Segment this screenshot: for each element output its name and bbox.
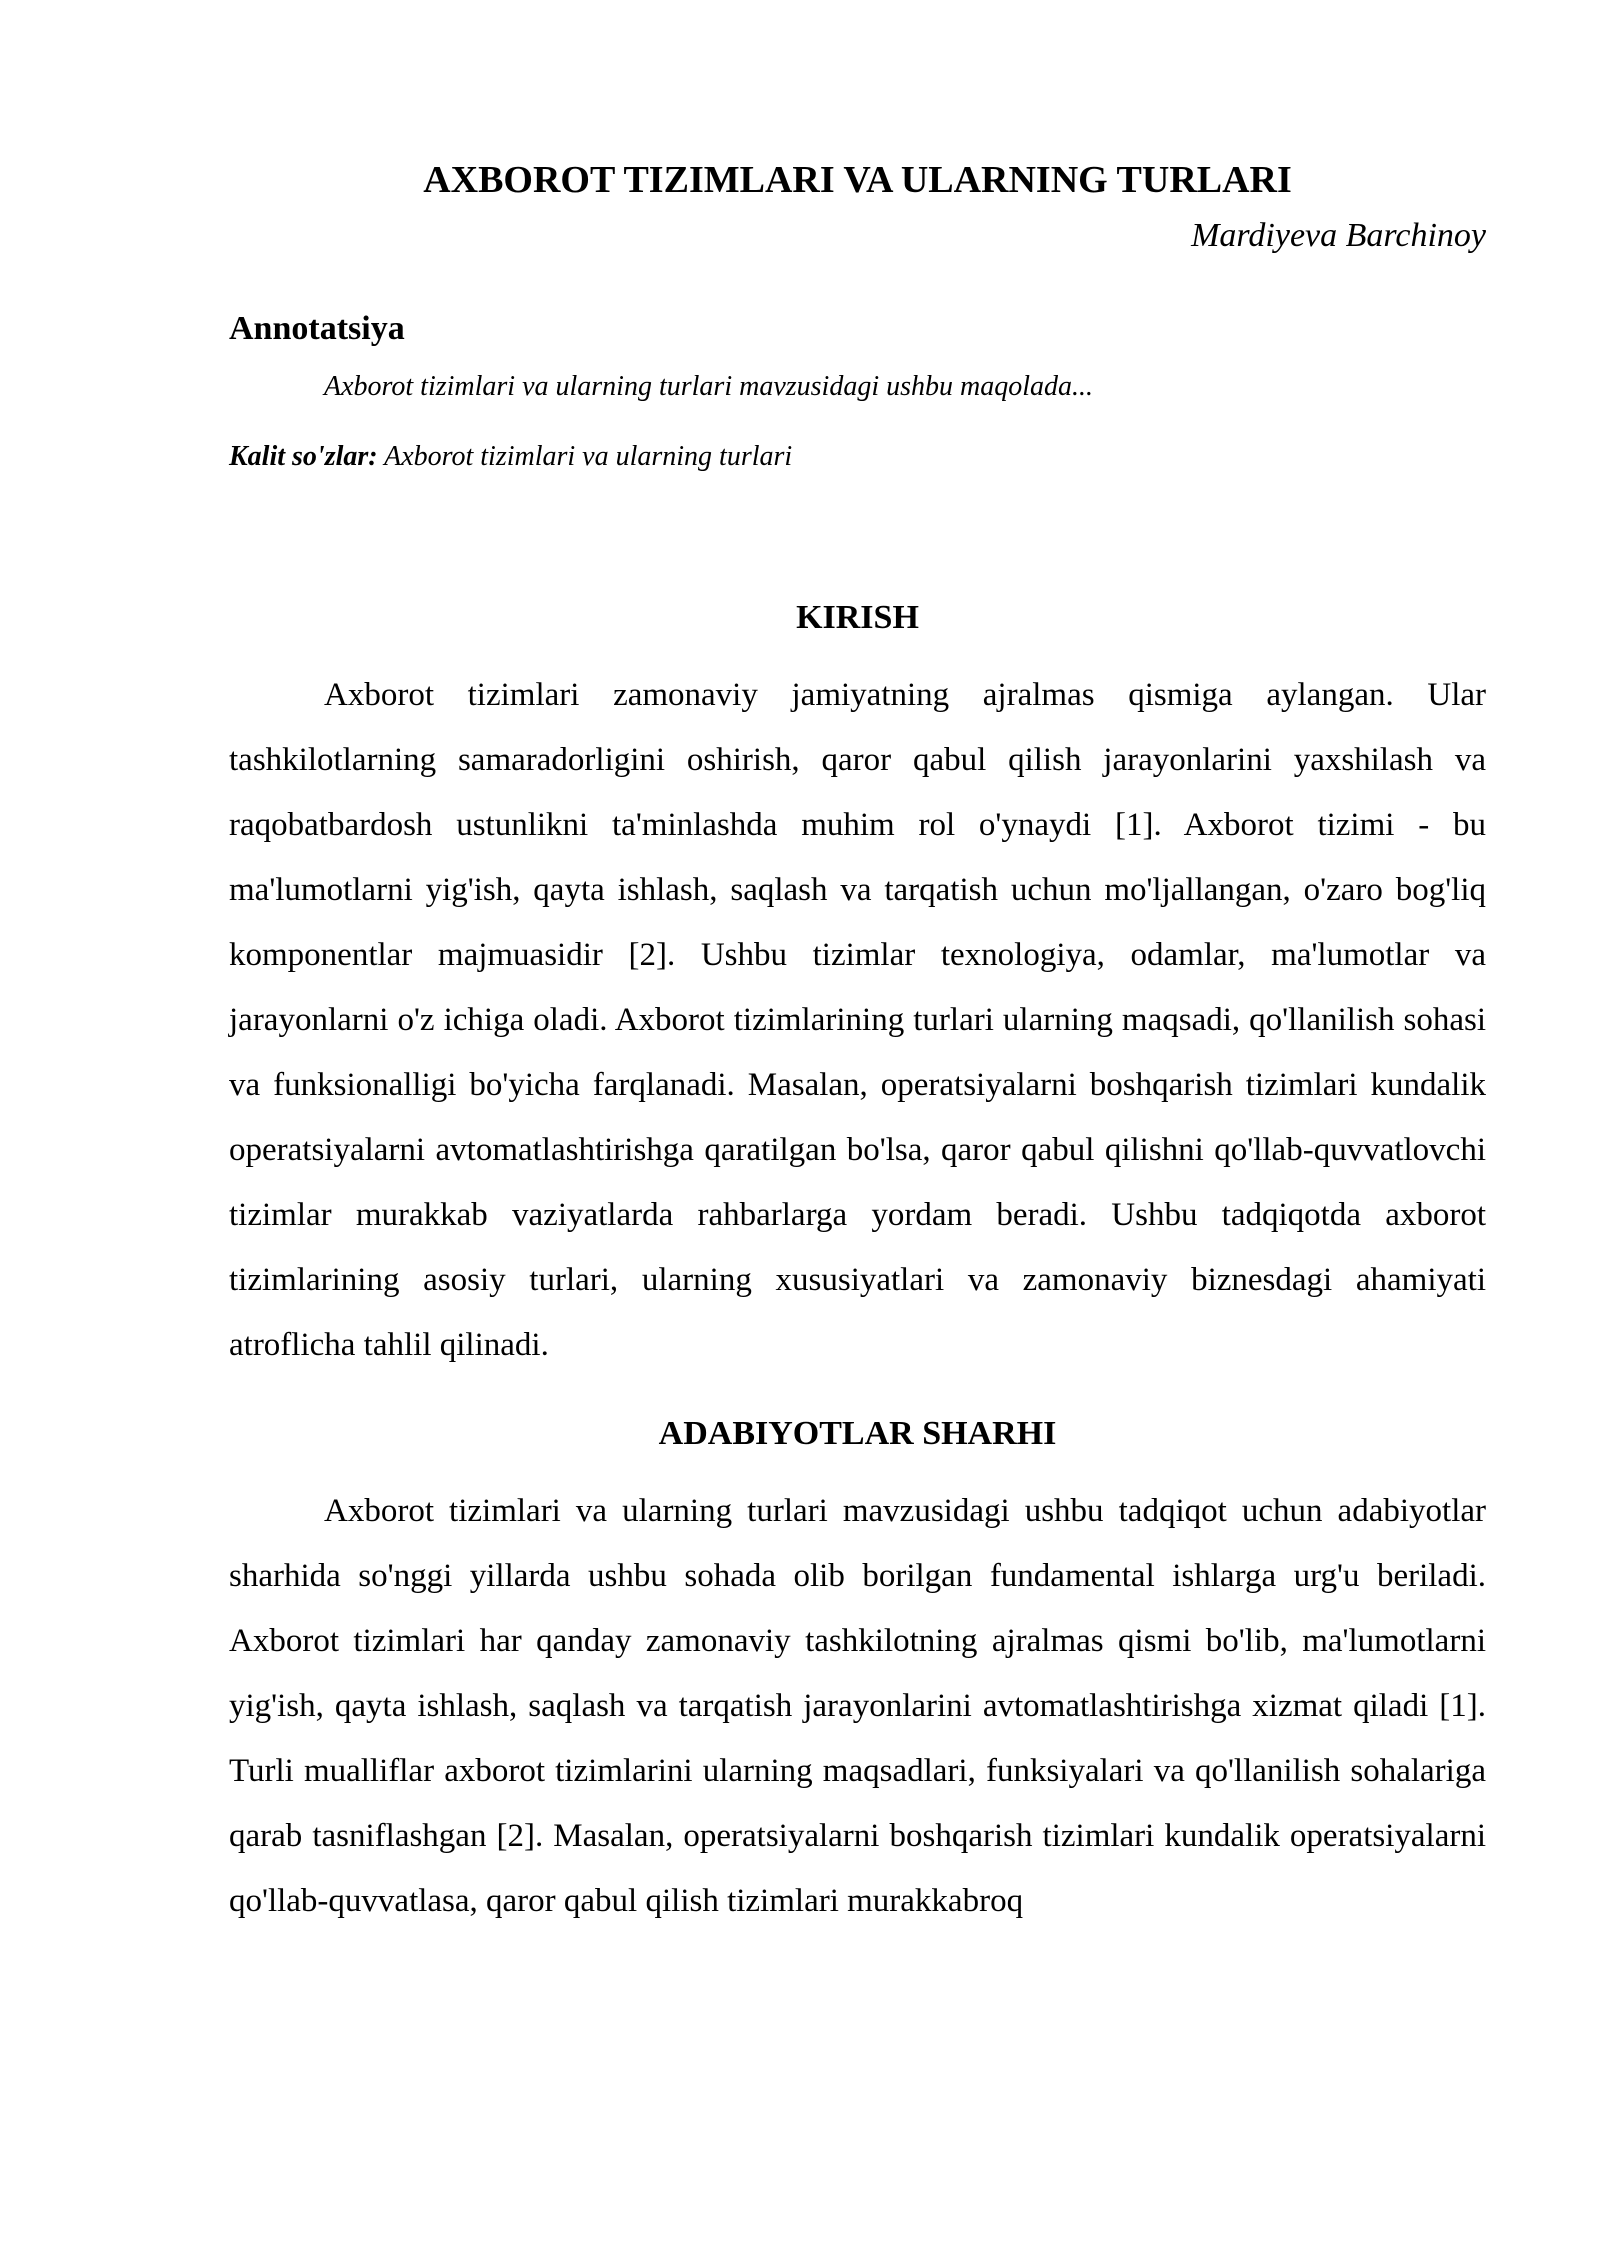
section-paragraph-adabiyotlar: Axborot tizimlari va ularning turlari mavzusidagi ushbu tadqiqot uchun adabiyotlar sharhida so'nggi yillarda ushbu sohada olib borilgan fundamental ishlarga urg'u beriladi. Axborot tizimlari har qanday zamonaviy tashkilotning ajralmas qismi bo'lib, ma'lumotlarni yig'ish, qayta ishlash, saqlash va tarqatish jarayonlarini avtomatlashtirishga xizmat qiladi [1]. Turli mualliflar axborot tizimlarini ularning maqsadlari, funksiyalari va qo'llanilish sohalariga qarab tasniflashgan [2]. Masalan, operatsiyalarni boshqarish tizimlari kundalik operatsiyalarni qo'llab-quvvatlasa, qaror qabul qilish tizimlari murakkabroq [229,1493,1486,1919]
keywords-label: Kalit so'zlar: [229,441,378,472]
author-name: Mardiyeva Barchinoy [1191,217,1486,254]
section-heading-kirish: KIRISH [796,599,919,636]
section-heading-adabiyotlar: ADABIYOTLAR SHARHI [658,1415,1057,1452]
annotation-heading: Annotatsiya [229,310,405,347]
section-paragraph-kirish: Axborot tizimlari zamonaviy jamiyatning ajralmas qismiga aylangan. Ular tashkilotlarning samaradorligini oshirish, qaror qabul qilish jarayonlarini yaxshilash va raqobatbardosh ustunlikni ta'minlashda muhim rol o'ynaydi [1]. Axborot tizimi - bu ma'lumotlarni yig'ish, qayta ishlash, saqlash va tarqatish uchun mo'ljallangan, o'zaro bog'liq komponentlar majmuasidir [2]. Ushbu tizimlar texnologiya, odamlar, ma'lumotlar va jarayonlarni o'z ichiga oladi. Axborot tizimlarining turlari ularning maqsadi, qo'llanilish sohasi va funksionalligi bo'yicha farqlanadi. Masalan, operatsiyalarni boshqarish tizimlari kundalik operatsiyalarni avtomatlashtirishga qaratilgan bo'lsa, qaror qabul qilishni qo'llab-quvvatlovchi tizimlar murakkab vaziyatlarda rahbarlarga yordam beradi. Ushbu tadqiqotda axborot tizimlarining asosiy turlari, ularning xususiyatlari va zamonaviy biznesdagi ahamiyati atroflicha tahlil qilinadi. [229,677,1486,1363]
keywords-value: Axborot tizimlari va ularning turlari [377,441,793,472]
annotation-text: Axborot tizimlari va ularning turlari mavzusidagi ushbu maqolada... [324,371,1093,402]
document-title: AXBOROT TIZIMLARI VA ULARNING TURLARI [423,159,1292,201]
keywords-line [229,432,1486,482]
